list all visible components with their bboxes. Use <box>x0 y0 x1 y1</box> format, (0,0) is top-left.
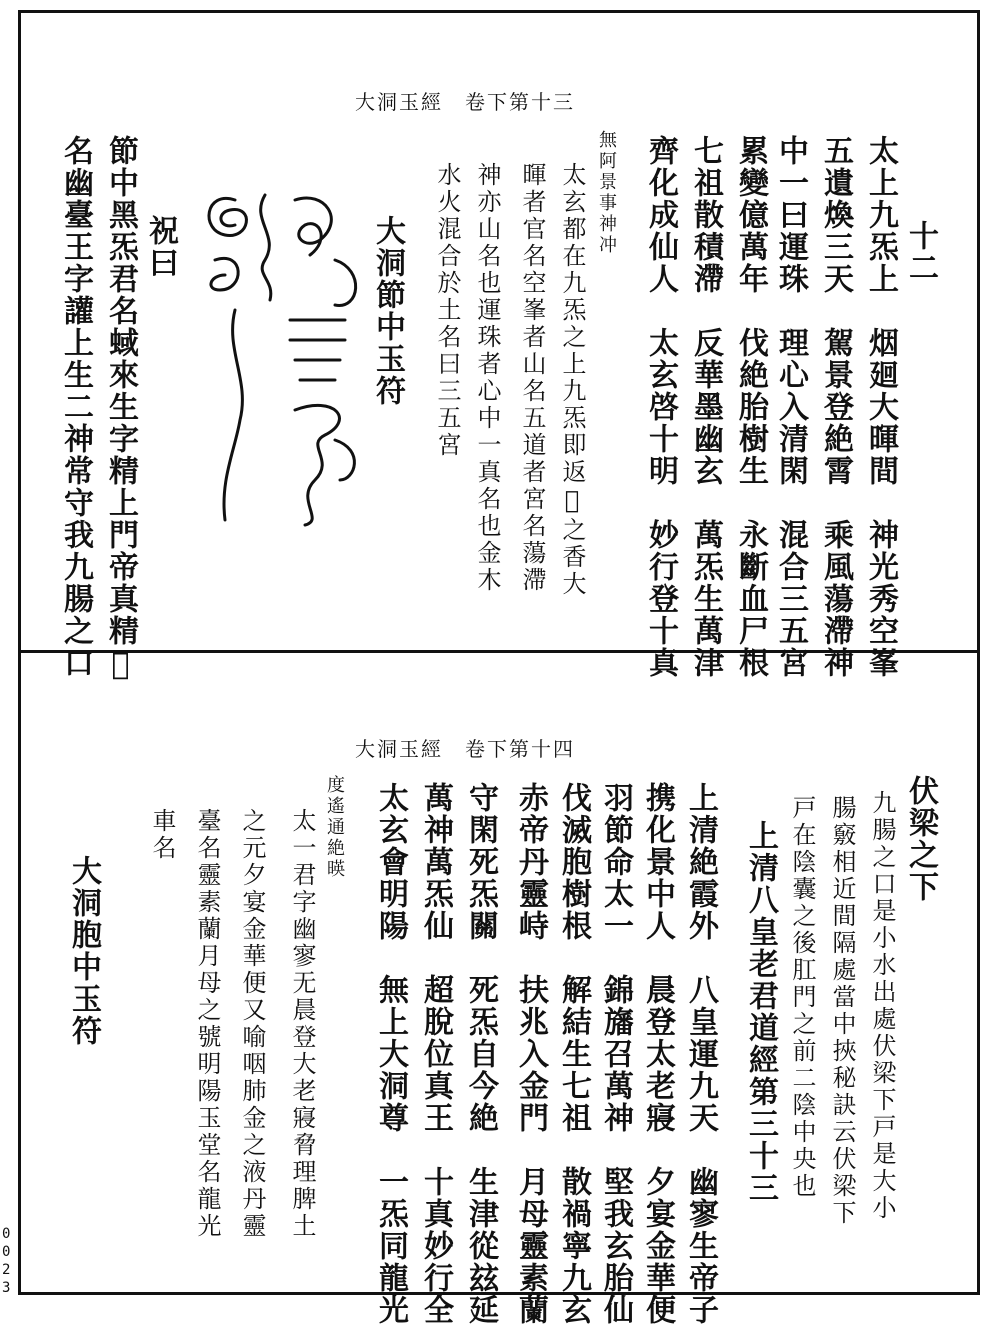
bottom-commentary-2: 腸竅相近間隔處當中挾秘訣云伏梁下 <box>828 795 856 1227</box>
top-col-4: 中一曰運珠 理心入清閑 混合三五宮 <box>773 135 808 679</box>
top-col-6: 七祖散積滯 反華墨幽玄 萬炁生萬津 <box>688 135 723 679</box>
top-invocation-2: 名幽臺王字讙上生二神常守我九腸之口 <box>58 135 93 679</box>
top-invocation-1: 節中黑炁君名蜮來生字精上門帝真精𩲸 <box>103 135 138 684</box>
bottom-commentary-5: 之元夕宴金華便又喻咽肺金之液丹靈 <box>238 808 266 1240</box>
top-col-2: 太上九炁上 烟廻大暉間 神光秀空峯 <box>863 135 898 679</box>
bottom-note: 度遙通絶暎 <box>324 775 345 880</box>
bottom-commentary-4: 太一君字幽寥无晨登大老寢脅理脾土 <box>288 808 316 1240</box>
bottom-col-10: 赤帝丹靈峙 扶兆入金門 月母靈素蘭 <box>513 782 548 1326</box>
talisman-figure-top <box>195 180 375 540</box>
bottom-col-6: 上清絶霞外 八皇運九天 幽寥生帝子 <box>683 782 718 1326</box>
top-header: 大洞玉經 卷下第十三 <box>355 90 575 114</box>
bottom-header: 大洞玉經 卷下第十四 <box>355 737 575 761</box>
top-col-7: 齊化成仙人 太玄啓十明 妙行登十真 <box>643 135 678 679</box>
bottom-talisman-title: 大洞胞中玉符 <box>66 855 101 1047</box>
top-note: 無阿景事神冲 <box>596 130 617 256</box>
bottom-col-12: 萬神萬炁仙 超脫位真王 十真妙行全 <box>418 782 453 1326</box>
bottom-commentary-3: 戸在陰囊之後肛門之前二陰中央也 <box>788 795 816 1200</box>
bottom-commentary-6: 臺名靈素蘭月母之號明陽玉堂名龍光 <box>193 808 221 1240</box>
top-commentary-4: 水火混合於土名曰三五宮 <box>433 162 461 459</box>
top-commentary-2: 暉者官名空峯者山名五道者宮名蕩滯 <box>518 162 546 594</box>
top-col-1: 十二 <box>903 220 938 284</box>
bottom-col-9: 伐滅胞樹根 解結生七祖 散禍寧九玄 <box>556 782 591 1326</box>
top-commentary-1: 太玄都在九炁之上九炁即返𩲸之香大 <box>558 162 586 598</box>
bottom-commentary-1: 九腸之口是小水出處伏梁下戸是大小 <box>868 790 896 1222</box>
page-number: 0 0 2 3 <box>2 1226 11 1296</box>
bottom-col-7: 携化景中人 晨登太老寢 夕宴金華便 <box>640 782 675 1326</box>
bottom-col-13: 太玄會明陽 無上大洞尊 一炁同龍光 <box>373 782 408 1326</box>
top-commentary-3: 神亦山名也運珠者心中一真名也金木 <box>473 162 501 594</box>
top-col-3: 五遺煥三天 駕景登絶霄 乘風蕩滯神 <box>818 135 853 679</box>
top-invocation-title: 祝曰 <box>143 215 178 279</box>
bottom-sutra-title: 上清八皇老君道經第三十三 <box>743 820 778 1204</box>
top-talisman-title: 大洞節中玉符 <box>370 215 405 407</box>
bottom-col-1: 伏梁之下 <box>903 775 938 903</box>
bottom-commentary-7: 車名 <box>148 808 176 862</box>
bottom-col-11: 守閑死炁關 死炁自今絶 生津從玆延 <box>463 782 498 1326</box>
top-col-5: 累變億萬年 伐絶胎樹生 永斷血尸根 <box>733 135 768 679</box>
bottom-col-8: 羽節命太一 錦旛召萬神 堅我玄胎仙 <box>598 782 633 1326</box>
